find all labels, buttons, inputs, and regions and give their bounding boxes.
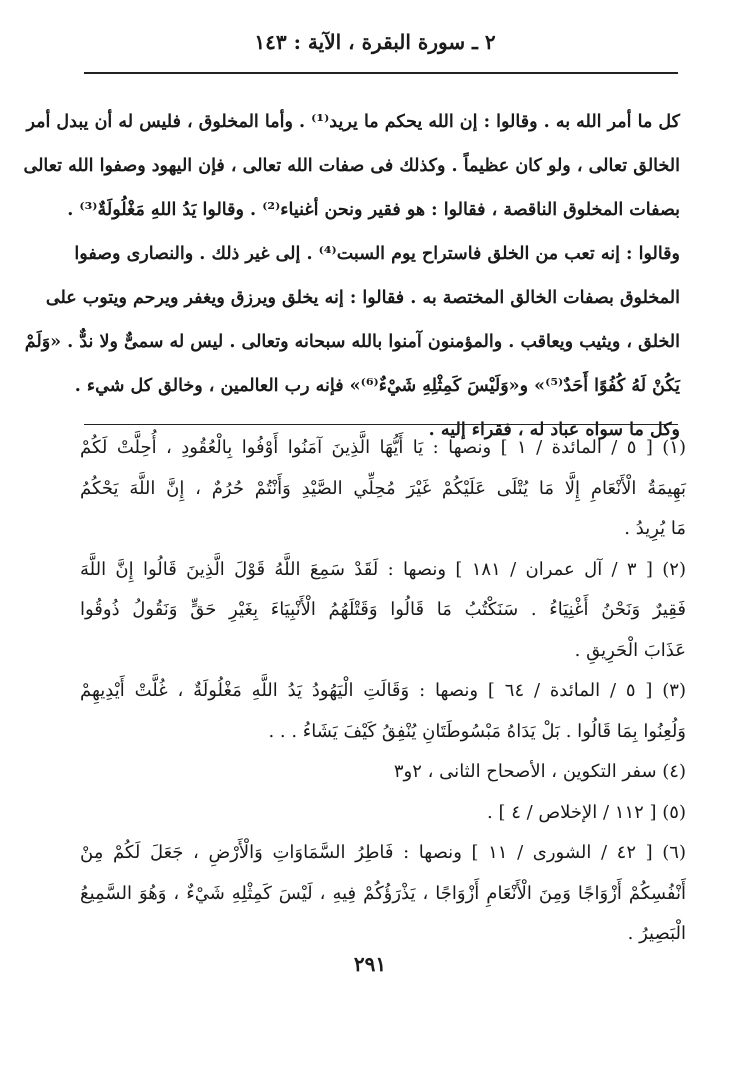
main-text-line: يَكُنْ لَهُ كُفُوًا أَحَدٌ⁽⁵⁾» و«وَلَيْسَ كَمِثْلِهِ شَيْءٌ⁽⁶⁾» فإنه رب العالمين ، وخالق كل شيء . xyxy=(74,376,680,396)
header-rule xyxy=(84,72,678,74)
footnote-4-line: (٤) سفر التكوين ، الأصحاح الثانى ، ٢و٣ xyxy=(393,761,686,782)
footnotes-block xyxy=(80,428,686,955)
running-head: ٢ ـ سورة البقرة ، الآية : ١٤٣ xyxy=(254,30,496,54)
footnote-5-line: (٥) [ ١١٢ / الإخلاص / ٤ ] . xyxy=(487,801,686,823)
main-text-line: الخلق ، ويثيب ويعاقب . والمؤمنون آمنوا بالله سبحانه وتعالى . ليس له سمىٌّ ولا ندٌّ . «وَلَمْ xyxy=(24,332,680,352)
main-text-line: المخلوق بصفات الخالق المختصة به . فقالوا : إنه يخلق ويرزق ويغفر ويرحم ويتوب على xyxy=(45,288,680,308)
footnote-1-line: بَهِيمَةُ الْأَنْعَامِ إِلَّا مَا يُتْلَى عَلَيْكُمْ غَيْرَ مُحِلِّي الصَّيْدِ وَأَنْتُمْ حُرُمٌ ، إِنَّ اللَّهَ يَحْكُمُ xyxy=(80,477,686,499)
footnote-2-line: فَقِيرٌ وَنَحْنُ أَغْنِيَاءُ . سَنَكْتُبُ مَا قَالُوا وَقَتْلَهُمُ الْأَنْبِيَاءَ بِغَيْرِ حَقٍّ وَنَقُولُ ذُوقُوا xyxy=(80,599,686,620)
main-text-line: وكل ما سواه عباد له ، فقراء إليه . xyxy=(428,420,680,440)
footnote-3-line: وَلُعِنُوا بِمَا قَالُوا . بَلْ يَدَاهُ مَبْسُوطَتَانِ يُنْفِقُ كَيْفَ يَشَاءُ . . . xyxy=(268,720,686,742)
footnote-6-line: أَنْفُسِكُمْ أَزْوَاجًا وَمِنَ الْأَنْعَامِ أَزْوَاجًا ، يَذْرَؤُكُمْ فِيهِ ، لَيْسَ كَمِثْلِهِ شَيْءٌ ، وَهُوَ السَّمِيعُ xyxy=(80,882,686,904)
main-text-line: وقالوا : إنه تعب من الخلق فاستراح يوم السبت⁽⁴⁾ . إلى غير ذلك . والنصارى وصفوا xyxy=(74,244,680,264)
footnote-3-line: (٣) [ ٥ / المائدة / ٦٤ ] ونصها : وَقَالَتِ الْيَهُودُ يَدُ اللَّهِ مَغْلُولَةٌ ، غُلَّتْ أَيْدِيهِمْ xyxy=(80,680,686,701)
main-text-block xyxy=(23,100,680,452)
footnote-1-line: (١) [ ٥ / المائدة / ١ ] ونصها : يَا أَيُّهَا الَّذِينَ آمَنُوا أَوْفُوا بِالْعُقُودِ ، أُحِلَّتْ لَكُمْ xyxy=(80,437,686,458)
footnote-6-line: الْبَصِيرُ . xyxy=(627,923,686,944)
footnotes-rule xyxy=(84,424,678,425)
page-number: ٢٩١ xyxy=(353,952,387,976)
footnote-2-line: عَذَابَ الْحَرِيقِ . xyxy=(574,639,686,661)
footnote-1-line: مَا يُرِيدُ . xyxy=(624,518,686,539)
main-text-line: بصفات المخلوق الناقصة ، فقالوا : هو فقير ونحن أغنياء⁽²⁾ . وقالوا يَدُ اللهِ مَغْلُولَةٌ⁽³⁾ . xyxy=(67,200,680,220)
main-text-line: الخالق تعالى ، ولو كان عظيماً . وكذلك فى صفات الله تعالى ، فإن اليهود وصفوا الله تعالى xyxy=(23,156,680,176)
main-text-line: كل ما أمر الله به . وقالوا : إن الله يحكم ما يريد⁽¹⁾ . وأما المخلوق ، فليس له أن يبدل أمر xyxy=(26,112,680,132)
footnote-2-line: (٢) [ ٣ / آل عمران / ١٨١ ] ونصها : لَقَدْ سَمِعَ اللَّهُ قَوْلَ الَّذِينَ قَالُوا إِنَّ اللَّهَ xyxy=(80,558,686,580)
footnote-6-line: (٦) [ ٤٢ / الشورى / ١١ ] ونصها : فَاطِرُ السَّمَاوَاتِ وَالْأَرْضِ ، جَعَلَ لَكُمْ مِنْ xyxy=(80,842,686,863)
